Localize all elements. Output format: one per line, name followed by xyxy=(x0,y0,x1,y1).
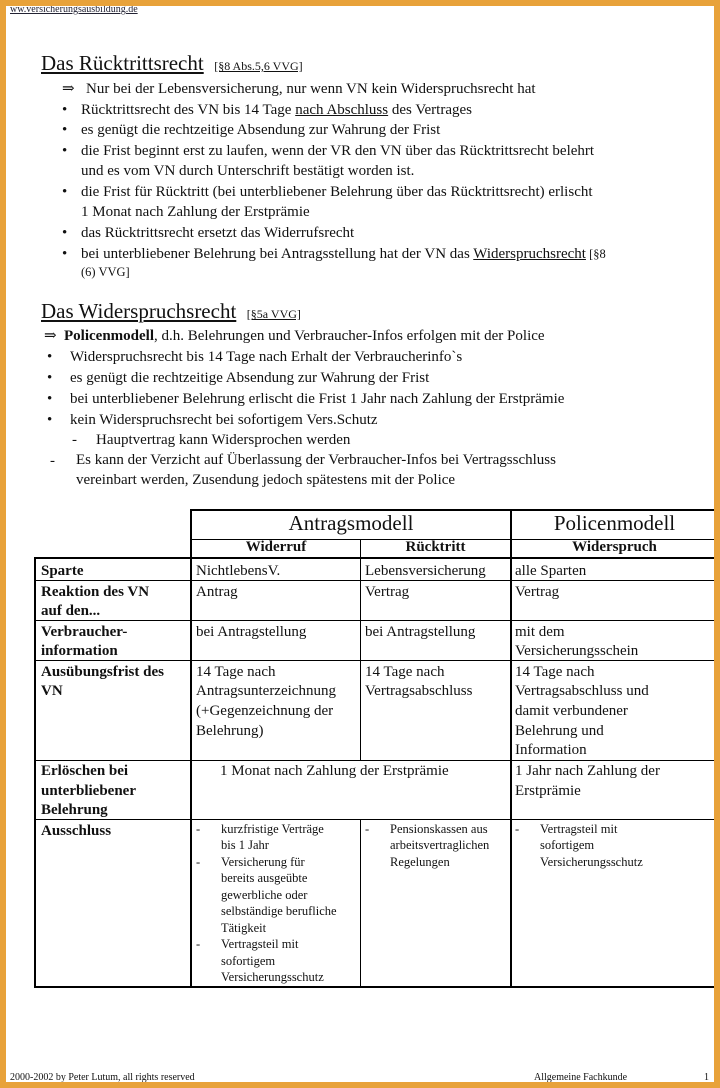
ruecktritt-title-text: Das Rücktrittsrecht xyxy=(41,51,204,75)
widerspruch-title-text: Das Widerspruchsrecht xyxy=(41,299,237,323)
cell-frist-widerruf-2: Antragsunterzeichnung xyxy=(196,683,336,699)
bullet-icon: • xyxy=(62,246,68,262)
arrow-icon: ⇒ xyxy=(44,328,57,344)
ausschluss-widerruf-a2: bis 1 Jahr xyxy=(221,838,269,852)
bullet-icon: • xyxy=(62,122,68,138)
cell-erloeschen-widerspruch-1: 1 Jahr nach Zahlung der xyxy=(515,763,660,779)
ruecktritt-bullet-4-line-2: 1 Monat nach Zahlung der Erstprämie xyxy=(81,204,310,220)
dash-icon: - xyxy=(365,822,370,836)
header-widerspruch: Widerspruch xyxy=(572,539,657,555)
ruecktritt-bullet-1 xyxy=(81,100,472,120)
widerspruch-bullet-3: bei unterbliebener Belehrung erlischt die Frist 1 Jahr nach Zahlung der Erstprämie xyxy=(70,391,565,407)
ausschluss-widerruf-c1: Vertragsteil mit xyxy=(221,937,299,951)
table-border xyxy=(360,819,361,988)
table-border xyxy=(34,557,714,559)
section-title-ruecktrittsrecht xyxy=(41,51,303,76)
dash-icon: - xyxy=(515,822,520,836)
cell-frist-widerspruch-5: Information xyxy=(515,742,587,758)
row-label-verbraucher-1: Verbraucher- xyxy=(41,624,128,640)
b1-post: des Vertrages xyxy=(388,102,472,118)
ausschluss-widerruf-b3: gewerbliche oder xyxy=(221,888,308,902)
ausschluss-widerruf-b5: Tätigkeit xyxy=(221,921,267,935)
ruecktritt-bullet-6-line-1 xyxy=(81,244,606,264)
cell-erloeschen-widerspruch-2: Erstprämie xyxy=(515,783,581,799)
cell-reaktion-widerruf: Antrag xyxy=(196,584,238,600)
ruecktritt-bullet-4-line-1: die Frist für Rücktritt (bei unterbliebener Belehrung über das Rücktrittsrecht) erlischt xyxy=(81,184,593,200)
cell-sparte-widerruf: NichtlebensV. xyxy=(196,563,281,579)
dash-icon: - xyxy=(50,453,55,469)
cell-frist-ruecktritt-1: 14 Tage nach xyxy=(365,664,445,680)
ruecktritt-bullet-2: es genügt die rechtzeitige Absendung zur Wahrung der Frist xyxy=(81,122,441,138)
policenmodell-rest: , d.h. Belehrungen und Verbraucher-Infos erfolgen mit der Police xyxy=(154,328,545,344)
header-ruecktritt: Rücktritt xyxy=(405,539,466,555)
bullet-icon: • xyxy=(47,349,53,365)
ruecktritt-bullet-5: das Rücktrittsrecht ersetzt das Widerrufsrecht xyxy=(81,225,355,241)
cell-verbraucher-widerruf: bei Antragstellung xyxy=(196,624,307,640)
table-border xyxy=(360,539,361,761)
bullet-icon: • xyxy=(47,370,53,386)
row-label-frist-2: VN xyxy=(41,683,63,699)
cell-verbraucher-widerspruch-1: mit dem xyxy=(515,624,565,640)
cell-frist-ruecktritt-2: Vertragsabschluss xyxy=(365,683,473,699)
row-label-erloeschen-1: Erlöschen bei xyxy=(41,763,129,779)
ausschluss-widerruf-c2: sofortigem xyxy=(221,954,276,968)
table-border xyxy=(34,819,714,820)
widerspruch-bullet-2: es genügt die rechtzeitige Absendung zur Wahrung der Frist xyxy=(70,370,430,386)
cell-frist-widerruf-1: 14 Tage nach xyxy=(196,664,276,680)
widerspruch-bullet-4: kein Widerspruchsrecht bei sofortigem Vers.Schutz xyxy=(70,412,378,428)
document-page xyxy=(6,6,714,1082)
row-label-reaktion-1: Reaktion des VN xyxy=(41,584,150,600)
dash-icon: - xyxy=(196,822,201,836)
cell-reaktion-widerspruch: Vertrag xyxy=(515,584,560,600)
ausschluss-widerruf-b2: bereits ausgeübte xyxy=(221,871,308,885)
row-label-sparte: Sparte xyxy=(41,563,84,579)
section-title-widerspruchsrecht xyxy=(41,299,301,324)
footer-subject: Allgemeine Fachkunde xyxy=(534,1072,628,1082)
b1-underlined: nach Abschluss xyxy=(295,102,389,118)
ausschluss-ruecktritt-a3: Regelungen xyxy=(390,855,450,869)
table-border xyxy=(190,509,192,988)
ausschluss-widerruf-a1: kurzfristige Verträge xyxy=(221,822,324,836)
dash-icon: - xyxy=(72,432,77,448)
ruecktritt-bullet-3-line-1: die Frist beginnt erst zu laufen, wenn der VR den VN über das Rücktrittsrecht belehrt xyxy=(81,143,595,159)
ausschluss-ruecktritt-a1: Pensionskassen aus xyxy=(390,822,488,836)
cell-verbraucher-widerspruch-2: Versicherungsschein xyxy=(515,643,639,659)
dash-icon: - xyxy=(196,855,201,869)
ruecktritt-title-ref: [§8 Abs.5,6 VVG] xyxy=(214,59,303,73)
footer-copyright: 2000-2002 by Peter Lutum, all rights reserved xyxy=(10,1072,195,1082)
header-antragsmodell: Antragsmodell xyxy=(288,511,414,535)
bullet-icon: • xyxy=(62,143,68,159)
header-policenmodell: Policenmodell xyxy=(553,511,676,535)
footer-page-number: 1 xyxy=(704,1072,709,1082)
widerspruch-title-ref: [§5a VVG] xyxy=(246,307,301,321)
cell-frist-widerspruch-3: damit verbundener xyxy=(515,703,628,719)
table-border xyxy=(34,557,36,988)
row-label-reaktion-2: auf den... xyxy=(41,603,101,619)
cell-frist-widerspruch-2: Vertragsabschluss und xyxy=(515,683,649,699)
bullet-icon: • xyxy=(47,391,53,407)
widerspruch-dash-2-line-1: Es kann der Verzicht auf Überlassung der Verbraucher-Infos bei Vertragsschluss xyxy=(76,452,556,468)
cell-verbraucher-ruecktritt: bei Antragstellung xyxy=(365,624,476,640)
header-widerruf: Widerruf xyxy=(245,539,307,555)
cell-frist-widerruf-4: Belehrung) xyxy=(196,723,264,739)
ruecktritt-arrow-line: Nur bei der Lebensversicherung, nur wenn VN kein Widerspruchsrecht hat xyxy=(86,81,536,97)
cell-sparte-ruecktritt: Lebensversicherung xyxy=(365,563,486,579)
widerspruch-dash-2-line-2: vereinbart werden, Zusendung jedoch spätestens mit der Police xyxy=(76,472,456,488)
cell-sparte-widerspruch: alle Sparten xyxy=(515,563,587,579)
ausschluss-widerruf-c3: Versicherungsschutz xyxy=(221,970,324,984)
table-border xyxy=(510,509,512,988)
b6-underlined: Widerspruchsrecht xyxy=(473,246,586,262)
cell-frist-widerruf-3: (+Gegenzeichnung der xyxy=(196,703,334,719)
b1-pre: Rücktrittsrecht des VN bis 14 Tage xyxy=(81,102,296,118)
cell-erloeschen-antrag: 1 Monat nach Zahlung der Erstprämie xyxy=(220,763,449,779)
widerspruch-bullet-1: Widerspruchsrecht bis 14 Tage nach Erhalt der Verbraucherinfo`s xyxy=(70,349,463,365)
bullet-icon: • xyxy=(62,102,68,118)
ausschluss-widerruf-b1: Versicherung für xyxy=(221,855,305,869)
widerspruch-dash-1: Hauptvertrag kann Widersprochen werden xyxy=(96,432,351,448)
cell-reaktion-ruecktritt: Vertrag xyxy=(365,584,410,600)
ausschluss-widerspruch-a2: sofortigem xyxy=(540,838,595,852)
dash-icon: - xyxy=(196,937,201,951)
ausschluss-widerspruch-a3: Versicherungsschutz xyxy=(540,855,643,869)
ausschluss-widerruf-b4: selbständige berufliche xyxy=(221,904,337,918)
table-border xyxy=(34,620,714,621)
policenmodell-bold: Policenmodell xyxy=(64,328,154,344)
ruecktritt-bullet-3-line-2: und es vom VN durch Unterschrift bestätigt worden ist. xyxy=(81,163,415,179)
row-label-erloeschen-2: unterbliebener xyxy=(41,783,136,799)
bullet-icon: • xyxy=(47,412,53,428)
cell-frist-widerspruch-1: 14 Tage nach xyxy=(515,664,595,680)
bullet-icon: • xyxy=(62,225,68,241)
policenmodell-line xyxy=(64,326,545,346)
table-border xyxy=(34,986,714,988)
bullet-icon: • xyxy=(62,184,68,200)
arrow-icon: ⇒ xyxy=(62,81,75,97)
ruecktritt-bullet-6-line-2: (6) VVG] xyxy=(81,265,130,279)
row-label-frist-1: Ausübungsfrist des xyxy=(41,664,164,680)
ausschluss-ruecktritt-a2: arbeitsvertraglichen xyxy=(390,838,490,852)
header-url-link[interactable]: ww.versicherungsausbildung.de xyxy=(10,6,138,15)
ausschluss-widerspruch-a1: Vertragsteil mit xyxy=(540,822,618,836)
cell-frist-widerspruch-4: Belehrung und xyxy=(515,723,604,739)
row-label-erloeschen-3: Belehrung xyxy=(41,802,108,818)
b6-ref: [§8 xyxy=(585,247,606,261)
row-label-verbraucher-2: information xyxy=(41,643,118,659)
row-label-ausschluss: Ausschluss xyxy=(41,823,112,839)
b6-pre: bei unterbliebener Belehrung bei Antragsstellung hat der VN das xyxy=(81,246,474,262)
